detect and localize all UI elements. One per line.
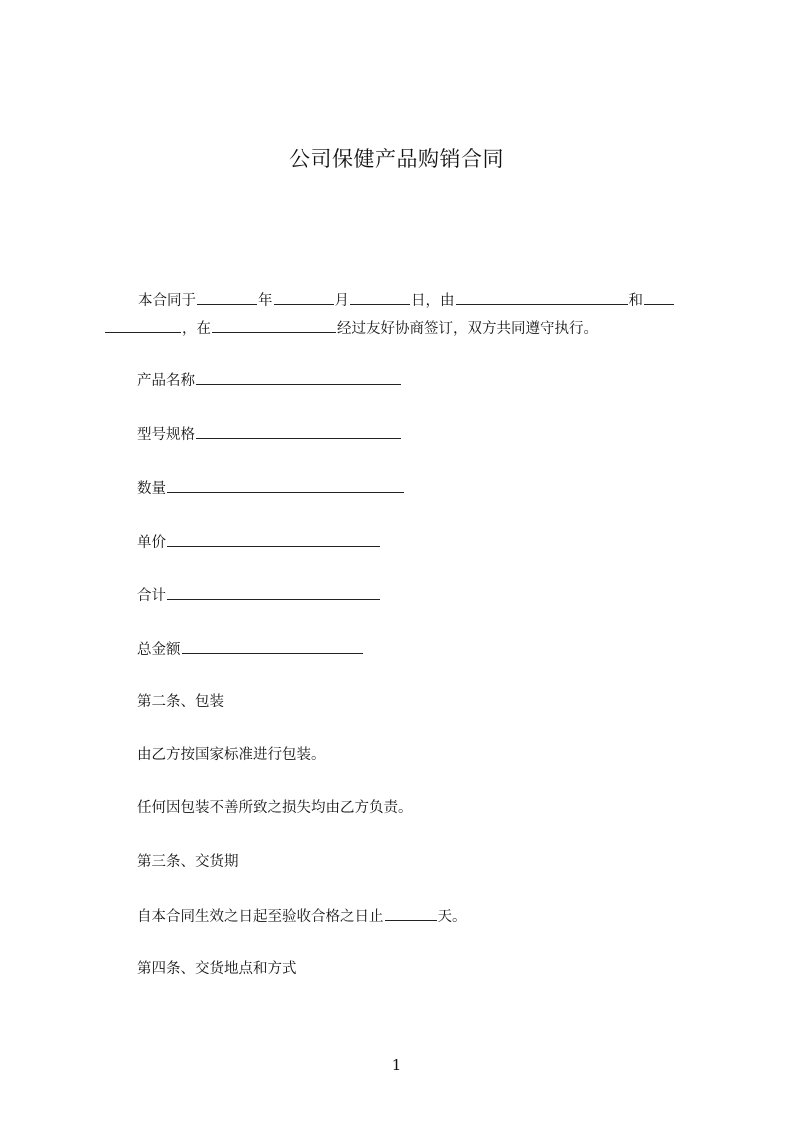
- intro-text-7: 经过友好协商签订，双方共同遵守执行。: [337, 321, 598, 337]
- clause-2-line-1: 由乙方按国家标准进行包装。: [137, 747, 326, 763]
- delivery-text-b: 天。: [437, 909, 467, 925]
- location-blank[interactable]: [212, 318, 336, 333]
- total-amount-blank[interactable]: [182, 639, 363, 654]
- clause-2-heading: 第二条、包装: [137, 694, 224, 710]
- clause-4-heading: 第四条、交货地点和方式: [137, 961, 297, 977]
- unit-price-blank[interactable]: [167, 532, 380, 547]
- intro-text-5: 和: [628, 293, 643, 309]
- intro-text-6: ，在: [182, 321, 211, 337]
- model-spec-row: [137, 424, 402, 445]
- total-amount-label: 总金额: [137, 642, 181, 658]
- day-blank[interactable]: [350, 290, 410, 305]
- delivery-text-a: 自本合同生效之日起至验收合格之日止: [137, 909, 384, 925]
- contract-title: 公司保健产品购销合同: [289, 147, 504, 171]
- total-row: [137, 585, 381, 606]
- model-spec-label: 型号规格: [137, 427, 195, 443]
- delivery-days-blank[interactable]: [385, 906, 437, 921]
- total-label: 合计: [137, 588, 166, 604]
- model-spec-blank[interactable]: [196, 424, 401, 439]
- product-name-label: 产品名称: [137, 373, 195, 389]
- unit-price-label: 单价: [137, 535, 166, 551]
- unit-price-row: [137, 532, 381, 553]
- page-number: 1: [391, 1056, 402, 1074]
- quantity-row: [137, 478, 405, 499]
- intro-line-1: [138, 290, 675, 311]
- party-b-blank-end[interactable]: [105, 318, 181, 333]
- quantity-label: 数量: [137, 481, 166, 497]
- year-blank[interactable]: [197, 290, 257, 305]
- party-b-blank-start[interactable]: [644, 290, 674, 305]
- clause-2-line-2: 任何因包装不善所致之损失均由乙方负责。: [137, 800, 413, 816]
- intro-line-2: [104, 318, 598, 339]
- party-a-blank[interactable]: [456, 290, 628, 305]
- intro-text-1: 本合同于: [138, 293, 196, 309]
- intro-text-4: 日，由: [411, 293, 455, 309]
- clause-3-line-1: [137, 906, 467, 927]
- intro-text-3: 月: [334, 293, 349, 309]
- month-blank[interactable]: [274, 290, 334, 305]
- total-blank[interactable]: [167, 585, 380, 600]
- product-name-row: [137, 370, 402, 391]
- product-name-blank[interactable]: [196, 370, 401, 385]
- intro-text-2: 年: [258, 293, 273, 309]
- total-amount-row: [137, 639, 364, 660]
- clause-3-heading: 第三条、交货期: [137, 854, 239, 870]
- quantity-blank[interactable]: [167, 478, 404, 493]
